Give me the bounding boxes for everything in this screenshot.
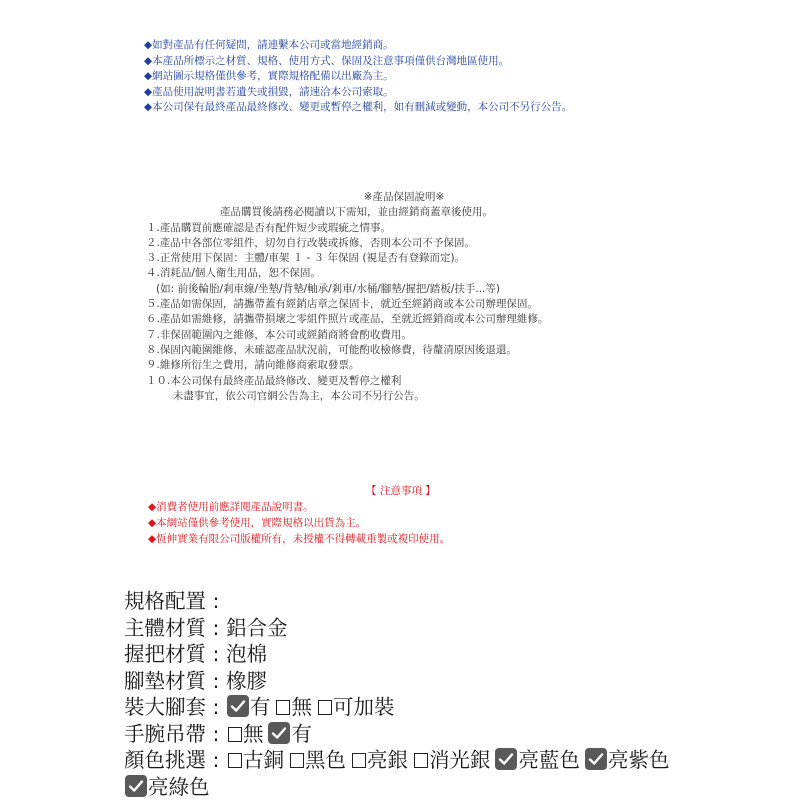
option-label: 亮銀 — [366, 748, 408, 772]
option-label: 可加裝 — [332, 695, 395, 719]
option-color-6 — [124, 775, 210, 799]
checked-checkbox-icon — [268, 722, 290, 744]
warranty-item: ８.保固內範圍維修，未確認產品狀況前，可能酌收檢修費，待釐清原因後退還。 — [146, 343, 517, 356]
spec-foot-cover — [124, 694, 684, 721]
spec-wrist-strap — [124, 721, 684, 748]
option-foot-cover-1 — [274, 695, 312, 719]
empty-checkbox-icon — [290, 753, 304, 768]
notice-line: ◆本產品所標示之材質、規格、使用方式、保固及注意事項僅供台灣地區使用。 — [144, 54, 510, 67]
empty-checkbox-icon — [228, 727, 242, 742]
option-label: 黑色 — [304, 748, 346, 772]
option-label: 亮紫色 — [607, 748, 670, 772]
option-group — [226, 695, 399, 719]
warranty-item: (如: 前後輪胎/剎車線/坐墊/背墊/軸承/剎車/水桶/腳墊/握把/踏板/扶手...等) — [146, 282, 500, 295]
option-label: 無 — [291, 695, 312, 719]
option-label: 消光銀 — [428, 748, 491, 772]
note-line: ◆消費者使用前應詳閱產品說明書。 — [148, 501, 314, 513]
empty-checkbox-icon — [318, 700, 332, 715]
checked-checkbox-icon — [125, 775, 147, 797]
warranty-item: ４.消耗品/個人衛生用品，恕不保固。 — [146, 267, 321, 280]
notice-line: ◆如對產品有任何疑問，請連繫本公司或當地經銷商。 — [144, 39, 394, 51]
notice-block — [144, 38, 572, 116]
option-label: 有 — [291, 721, 312, 746]
spec-label: 手腕吊帶 : — [124, 721, 226, 746]
warranty-item: ７.非保固範圍內之維修，本公司或經銷商將會酌收費用。 — [146, 328, 412, 341]
empty-checkbox-icon — [276, 700, 290, 715]
option-color-2 — [350, 748, 408, 772]
warranty-title: ※產品保固說明※ — [363, 191, 445, 203]
spec-label: 主體材質 : — [124, 615, 226, 640]
checked-checkbox-icon — [227, 695, 249, 717]
spec-label: 腳墊材質 : — [124, 668, 226, 693]
warranty-item: １.產品購買前應確認是否有配件短少或瑕疵之情事。 — [146, 221, 391, 234]
option-foot-cover-0 — [226, 695, 271, 719]
warranty-subtitle: 產品購買後請務必閱讀以下需知，並由經銷商蓋章後使用。 — [220, 206, 493, 219]
option-label: 亮綠色 — [148, 774, 210, 799]
notes-block — [148, 483, 450, 547]
checked-checkbox-icon — [495, 748, 517, 770]
spec-color — [124, 747, 684, 800]
empty-checkbox-icon — [352, 753, 366, 768]
warranty-item: 未盡事宜，依公司官網公告為主，本公司不另行公告。 — [146, 389, 425, 402]
option-label: 亮藍色 — [518, 748, 580, 772]
checked-checkbox-icon — [585, 748, 607, 770]
warranty-item: ９.維修所衍生之費用，請向維修商索取發票。 — [146, 359, 360, 372]
option-group — [226, 722, 316, 746]
warranty-item: ３.正常使用下保固：主體/車架 １ - ３ 年保固 (視是否有登錄而定)。 — [146, 252, 466, 265]
specs-heading: 規格配置 : — [124, 589, 220, 613]
option-color-1 — [288, 748, 346, 772]
option-color-3 — [412, 748, 491, 772]
spec-label: 顏色挑選 : — [124, 748, 226, 772]
spec-label: 握把材質 : — [124, 642, 226, 666]
notes-header: 【 注意事項 】 — [366, 485, 436, 497]
option-label: 無 — [242, 721, 264, 746]
notice-line: ◆本公司保有最終產品最終修改、變更或暫停之權利，如有刪減或變動，本公司不另行公告。 — [144, 101, 573, 113]
warranty-item: １０.本公司保有最終產品最終修改、變更及暫停之權利 — [146, 374, 402, 387]
note-line: ◆恆伸實業有限公司版權所有，未授權不得轉載重製或複印使用。 — [148, 533, 451, 545]
spec-pad-material — [124, 668, 684, 695]
spec-value: 泡棉 — [225, 642, 267, 666]
spec-grip-material — [124, 641, 684, 668]
option-color-4 — [494, 748, 580, 772]
spec-value: 橡膠 — [225, 668, 267, 693]
option-label: 有 — [249, 695, 271, 719]
empty-checkbox-icon — [228, 753, 242, 768]
notice-line: ◆產品使用說明書若遺失或損毀，請速洽本公司索取。 — [144, 85, 394, 98]
spec-body-material — [124, 615, 684, 642]
warranty-block — [0, 190, 800, 404]
notice-line: ◆網站圖示規格僅供參考，實際規格配備以出廠為主。 — [144, 70, 394, 82]
spec-value: 鋁合金 — [225, 615, 288, 640]
warranty-item: ５.產品如需保固，請攜帶蓋有經銷店章之保固卡，就近至經銷商或本公司辦理保固。 — [146, 298, 538, 311]
option-wrist-strap-1 — [267, 722, 312, 746]
warranty-item: ６.產品如需維修，請攜帶損壞之零組件照片或產品，至就近經銷商或本公司辦理維修。 — [146, 313, 549, 326]
option-wrist-strap-0 — [226, 722, 264, 746]
empty-checkbox-icon — [414, 753, 428, 768]
note-line: ◆本網站僅供參考使用，實際規格以出貨為主。 — [148, 517, 367, 529]
spec-label: 裝大腳套 : — [124, 695, 226, 719]
option-foot-cover-2 — [316, 695, 395, 719]
option-color-0 — [226, 748, 284, 772]
warranty-item: ２.產品中各部位零組件，切勿自行改裝或拆修，否則本公司不予保固。 — [146, 236, 475, 249]
option-color-5 — [584, 748, 670, 772]
specs-block — [124, 588, 684, 800]
option-label: 古銅 — [242, 748, 284, 772]
